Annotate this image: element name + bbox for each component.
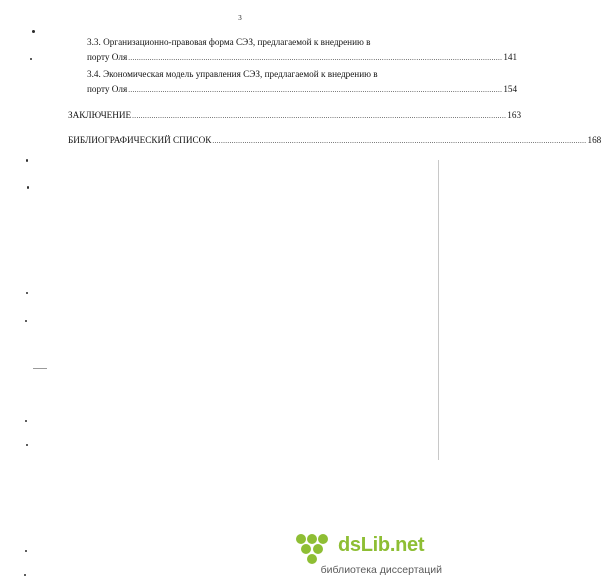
- scan-speck: [25, 550, 27, 552]
- scan-speck: [26, 292, 28, 294]
- scan-edge-line: [438, 160, 439, 460]
- toc-leader-dots: ..............................................................................................................................................................................: [128, 86, 503, 94]
- scan-mark: [33, 368, 47, 369]
- page-number: 3: [238, 14, 242, 22]
- dslib-watermark: [292, 533, 442, 577]
- dslib-brand: [338, 534, 424, 557]
- dslib-brand-lib: Lib.net: [360, 534, 425, 556]
- toc-entry-3-4-title: 3.4. Экономическая модель управления СЭЗ, предлагаемой к внедрению в: [87, 69, 378, 79]
- toc-entry-3-3-line1: [87, 37, 415, 47]
- toc-entry-conclusion: [68, 110, 522, 122]
- scan-speck: [26, 444, 28, 446]
- toc-leader-dots: ..............................................................................................................................................................................: [212, 137, 587, 145]
- scan-speck: [25, 320, 27, 322]
- toc-entry-3-4-line2: [87, 84, 518, 96]
- toc-entry-3-4-continuation: порту Оля: [87, 84, 128, 94]
- scan-speck: [25, 420, 27, 422]
- dslib-logo-icon: [292, 533, 332, 565]
- toc-entry-3-3-continuation: порту Оля: [87, 52, 128, 62]
- toc-bibliography-page: 168: [587, 135, 601, 145]
- dslib-subtitle: библиотека диссертаций: [320, 564, 442, 576]
- dslib-brand-ds: ds: [338, 534, 361, 556]
- scan-speck: [27, 186, 29, 189]
- toc-leader-dots: ..............................................................................................................................................................................: [128, 54, 503, 62]
- scan-speck: [24, 574, 26, 576]
- toc-entry-bibliography: [68, 135, 601, 147]
- toc-entry-3-3-title: 3.3. Организационно-правовая форма СЭЗ, предлагаемой к внедрению в: [87, 37, 371, 47]
- toc-bibliography-title: БИБЛИОГРАФИЧЕСКИЙ СПИСОК: [68, 135, 212, 145]
- toc-entry-3-4-line1: [87, 69, 415, 79]
- scan-speck: [32, 30, 35, 33]
- toc-entry-3-3-page: 141: [503, 52, 518, 62]
- toc-conclusion-page: 163: [507, 110, 522, 120]
- scan-speck: [26, 159, 28, 162]
- toc-entry-3-3-line2: [87, 52, 518, 64]
- toc-conclusion-title: ЗАКЛЮЧЕНИЕ: [68, 110, 132, 120]
- toc-leader-dots: ..............................................................................................................................................................................: [132, 112, 507, 120]
- scan-speck: [30, 58, 32, 60]
- toc-entry-3-4-page: 154: [503, 84, 518, 94]
